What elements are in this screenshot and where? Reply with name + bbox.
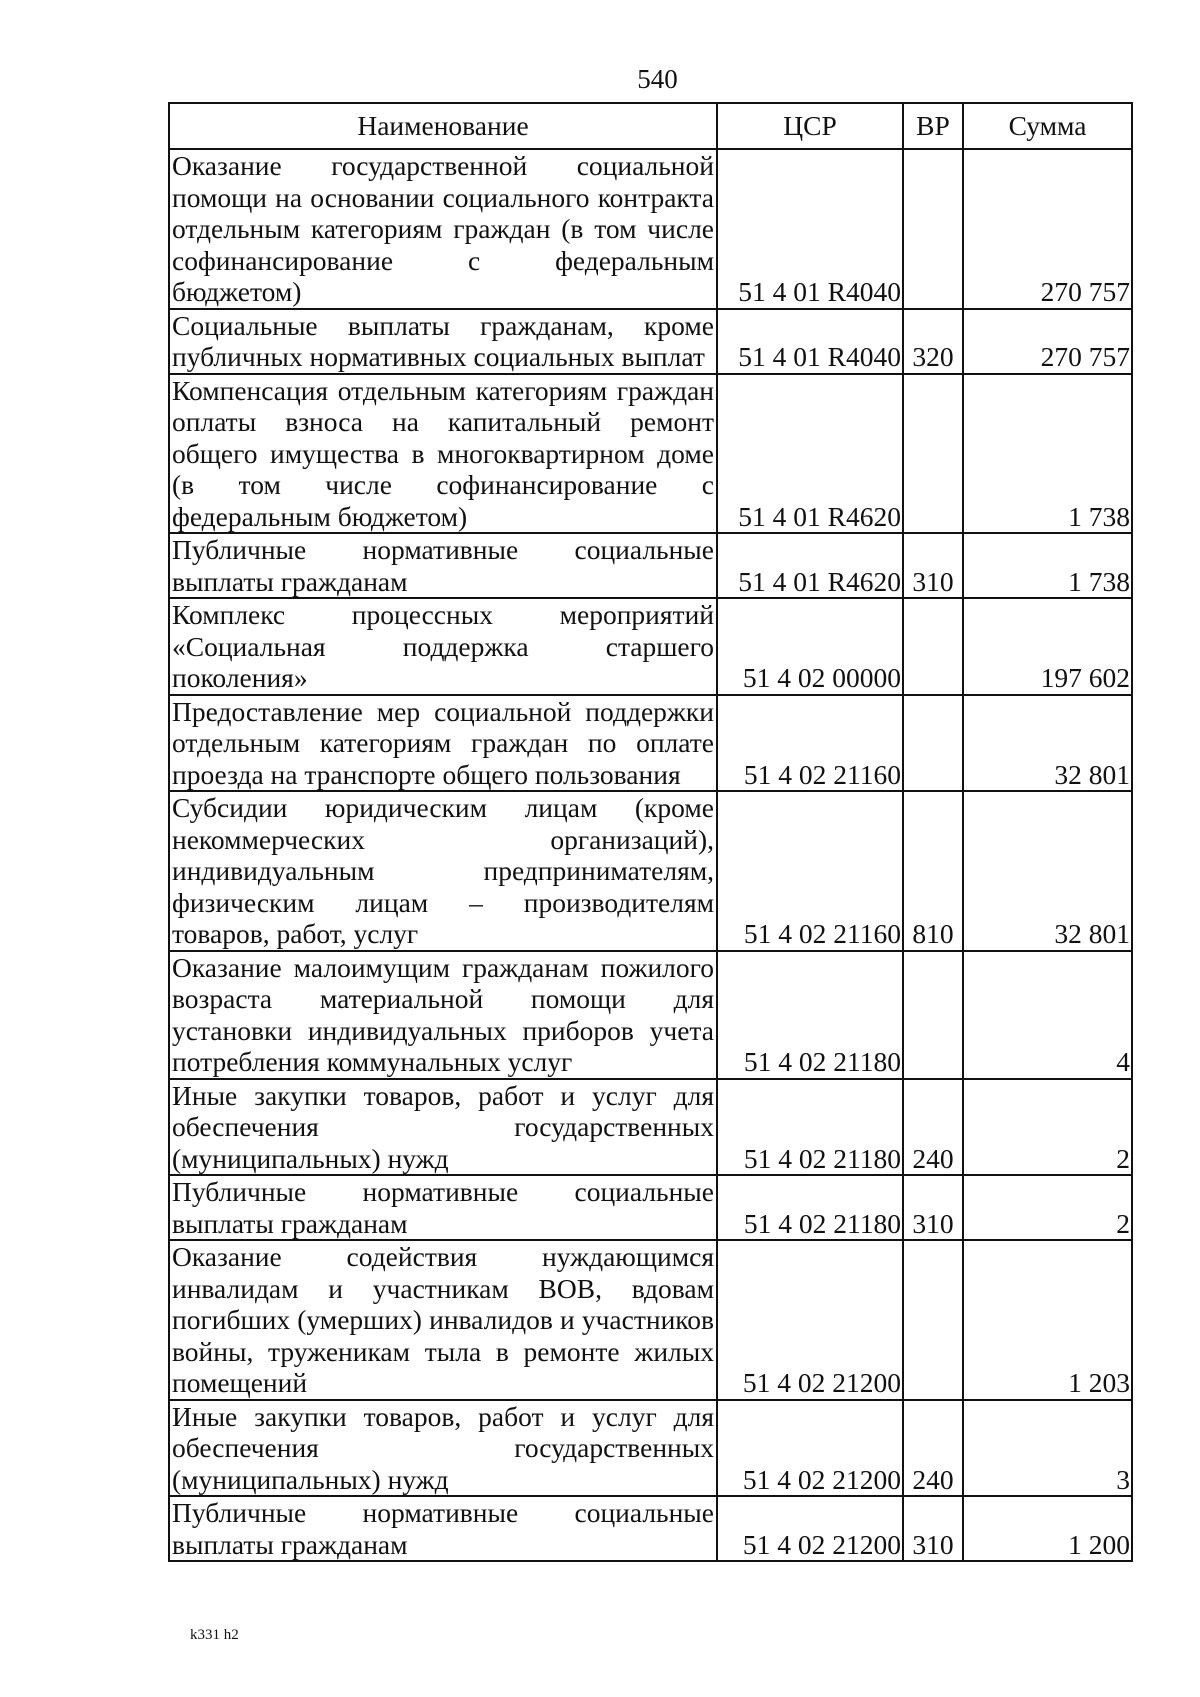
row-sum-cell: 2 — [963, 1079, 1132, 1176]
row-vr-cell — [903, 1240, 963, 1400]
table-row — [169, 533, 1132, 598]
row-vr-cell: 240 — [903, 1400, 963, 1497]
row-sum-cell: 270 757 — [963, 149, 1132, 309]
row-name-cell: Компенсация отдельным категориям граждан оплаты взноса на капитальный ремонт общего имущества в многоквартирном доме (в том числе софинансирование с федеральным бюджетом) — [169, 374, 717, 534]
row-csr-cell: 51 4 02 21160 — [717, 695, 903, 792]
table-row — [169, 598, 1132, 695]
row-name-cell: Иные закупки товаров, работ и услуг для обеспечения государственных (муниципальных) нужд — [169, 1400, 717, 1497]
table-row — [169, 1400, 1132, 1497]
row-name-cell: Оказание малоимущим гражданам пожилого возраста материальной помощи для установки индивидуальных приборов учета потребления коммунальных услуг — [169, 951, 717, 1079]
row-vr-cell: 310 — [903, 533, 963, 598]
table-body — [169, 149, 1132, 1561]
table-row — [169, 309, 1132, 374]
row-sum-cell: 32 801 — [963, 695, 1132, 792]
budget-table — [168, 102, 1133, 1562]
row-sum-cell: 1 738 — [963, 533, 1132, 598]
page-number: 540 — [637, 64, 678, 94]
row-csr-cell: 51 4 01 R4620 — [717, 533, 903, 598]
row-csr-cell: 51 4 02 21200 — [717, 1240, 903, 1400]
footer-code: k331 h2 — [190, 1627, 239, 1643]
row-vr-cell: 320 — [903, 309, 963, 374]
row-name-cell: Иные закупки товаров, работ и услуг для обеспечения государственных (муниципальных) нужд — [169, 1079, 717, 1176]
header-csr: ЦСР — [717, 103, 903, 149]
table-row — [169, 149, 1132, 309]
row-sum-cell: 1 200 — [963, 1496, 1132, 1561]
header-sum: Сумма — [963, 103, 1132, 149]
row-vr-cell — [903, 149, 963, 309]
row-csr-cell: 51 4 01 R4040 — [717, 309, 903, 374]
row-name-cell: Публичные нормативные социальные выплаты гражданам — [169, 1175, 717, 1240]
row-name-cell: Комплекс процессных мероприятий «Социальная поддержка старшего поколения» — [169, 598, 717, 695]
table-row — [169, 951, 1132, 1079]
row-name-cell: Оказание государственной социальной помощи на основании социального контракта отдельным категориям граждан (в том числе софинансирование с федеральным бюджетом) — [169, 149, 717, 309]
table-row — [169, 374, 1132, 534]
header-name: Наименование — [169, 103, 717, 149]
row-csr-cell: 51 4 02 21160 — [717, 791, 903, 951]
table-row — [169, 1175, 1132, 1240]
table-row — [169, 1240, 1132, 1400]
row-sum-cell: 197 602 — [963, 598, 1132, 695]
row-vr-cell — [903, 695, 963, 792]
row-vr-cell: 240 — [903, 1079, 963, 1176]
table-row — [169, 695, 1132, 792]
header-vr: ВР — [903, 103, 963, 149]
row-sum-cell: 1 203 — [963, 1240, 1132, 1400]
row-csr-cell: 51 4 02 21200 — [717, 1496, 903, 1561]
row-vr-cell — [903, 598, 963, 695]
row-sum-cell: 1 738 — [963, 374, 1132, 534]
row-name-cell: Предоставление мер социальной поддержки отдельным категориям граждан по оплате проезда на транспорте общего пользования — [169, 695, 717, 792]
row-csr-cell: 51 4 01 R4040 — [717, 149, 903, 309]
table-row — [169, 791, 1132, 951]
row-csr-cell: 51 4 02 00000 — [717, 598, 903, 695]
row-vr-cell — [903, 374, 963, 534]
row-name-cell: Публичные нормативные социальные выплаты гражданам — [169, 533, 717, 598]
row-sum-cell: 270 757 — [963, 309, 1132, 374]
row-csr-cell: 51 4 02 21180 — [717, 1175, 903, 1240]
row-sum-cell: 32 801 — [963, 791, 1132, 951]
row-vr-cell: 810 — [903, 791, 963, 951]
row-sum-cell: 2 — [963, 1175, 1132, 1240]
row-name-cell: Публичные нормативные социальные выплаты гражданам — [169, 1496, 717, 1561]
row-vr-cell: 310 — [903, 1496, 963, 1561]
row-sum-cell: 3 — [963, 1400, 1132, 1497]
table-row — [169, 1079, 1132, 1176]
table-row — [169, 1496, 1132, 1561]
table-header-row — [169, 103, 1132, 149]
row-csr-cell: 51 4 02 21200 — [717, 1400, 903, 1497]
row-name-cell: Оказание содействия нуждающимся инвалидам и участникам ВОВ, вдовам погибших (умерших) инвалидов и участников войны, труженикам тыла в ремонте жилых помещений — [169, 1240, 717, 1400]
row-csr-cell: 51 4 02 21180 — [717, 1079, 903, 1176]
row-name-cell: Социальные выплаты гражданам, кроме публичных нормативных социальных выплат — [169, 309, 717, 374]
row-name-cell: Субсидии юридическим лицам (кроме некоммерческих организаций), индивидуальным предпринимателям, физическим лицам – производителям товаров, работ, услуг — [169, 791, 717, 951]
row-vr-cell: 310 — [903, 1175, 963, 1240]
row-sum-cell: 4 — [963, 951, 1132, 1079]
row-csr-cell: 51 4 01 R4620 — [717, 374, 903, 534]
row-vr-cell — [903, 951, 963, 1079]
row-csr-cell: 51 4 02 21180 — [717, 951, 903, 1079]
